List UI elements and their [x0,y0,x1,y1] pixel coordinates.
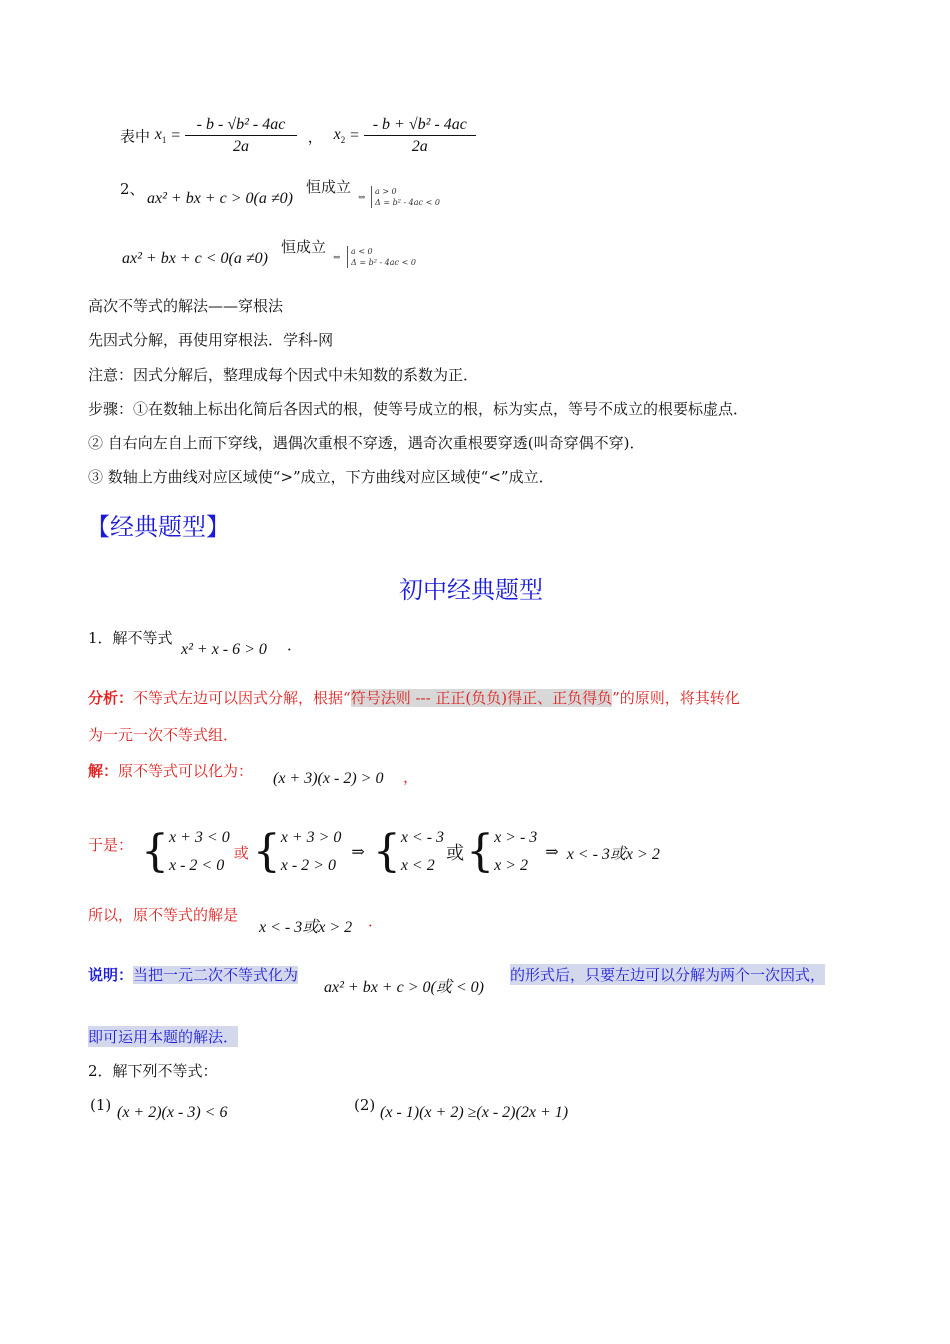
x1-denominator: 2a [233,138,249,155]
equiv-icon: ⇔ [358,193,366,203]
x2-denominator: 2a [411,138,428,155]
x2-fraction [364,116,476,156]
solution-text: 原不等式可以化为： [118,762,254,780]
problem2-part1-number: (1) [90,1096,112,1114]
system-4 [494,824,537,880]
condition-system-2 [347,246,416,268]
system-label: 于是： [88,836,134,854]
x2-symbol: $x_2$ [333,126,346,146]
system-4b: x > 2 [494,857,528,874]
problem2-part1-expression: (x + 2)(x - 3) < 6 [117,1104,228,1121]
note-line-1 [88,964,298,985]
brace-icon: { [141,826,169,877]
solution-intro [88,760,253,781]
note-text-b: 的形式后，只要左边可以分解为两个一次因式， [510,966,826,984]
condition-inequality-2: ax² + bx + c < 0(a ≠0) [122,250,268,267]
analysis-text-b: ”的原则，将其转化 [612,689,740,707]
equals-sign: = [171,127,181,144]
analysis-highlight: 符号法则 --- 正正(负负)得正、正负得负 [350,689,613,707]
method-line-6: ③ 数轴上方曲线对应区域使“>”成立，下方曲线对应区域使“<”成立． [88,468,554,486]
analysis-text-a: 不等式左边可以因式分解，根据“ [133,689,351,707]
problem2-part2-number: (2) [354,1096,376,1114]
solution-expression: (x + 3)(x - 2) > 0 [273,770,384,787]
solution-label: 解： [88,762,119,780]
problem2-part2-expression: (x - 1)(x + 2) ≥(x - 2)(2x + 1) [380,1104,569,1121]
condition-2a: a < 0 [351,247,373,256]
or-word-2: 或 [446,843,465,864]
conclusion-text: 所以，原不等式的解是 [88,906,239,924]
note-label: 说明： [88,966,134,984]
note-expression: ax² + bx + c > 0(或 < 0) [324,979,484,996]
conclusion-end: ． [368,912,384,930]
analysis-line-1 [88,687,740,708]
system-1a: x + 3 < 0 [169,829,230,846]
section-heading: 【经典题型】 [86,513,230,541]
roots-label: 表中 [120,127,151,146]
system-2a: x + 3 > 0 [280,829,342,846]
condition-index: 2、 [120,180,145,198]
condition-label-1: 恒成立 [306,178,352,196]
roots-line [120,116,476,166]
problem1-end: ． [287,636,303,654]
system-3a: x < - 3 [400,829,445,846]
problem2-label: 2．解下列不等式： [88,1062,218,1080]
method-line-2: 先因式分解，再使用穿根法．学科-网 [88,331,334,349]
x1-numerator: - b - √b² - 4ac [185,116,297,136]
x1-symbol: $x_1$ [154,126,167,146]
analysis-line-2: 为一元一次不等式组． [88,726,239,744]
condition-label-2: 恒成立 [281,238,327,256]
method-line-1: 高次不等式的解法——穿根法 [88,297,284,315]
system-2 [281,824,342,880]
system-result: x < - 3或x > 2 [566,845,660,863]
system-2b: x - 2 > 0 [280,857,336,874]
brace-icon: { [466,826,495,877]
system-3 [401,824,444,880]
or-word-1: 或 [233,843,249,862]
method-line-4: 步骤：①在数轴上标出化简后各因式的根，使等号成立的根，标为实点，等号不成立的根要标虚点． [88,400,749,418]
note-text-a: 当把一元二次不等式化为 [133,966,299,984]
method-line-3: 注意：因式分解后，整理成每个因式中未知数的系数为正． [88,366,479,384]
problem1-expression: x² + x - 6 > 0 [181,641,267,658]
roots-separator: ， [307,127,323,146]
brace-icon: { [252,826,281,877]
brace-icon: { [372,826,401,877]
condition-1b: Δ = b² - 4ac < 0 [375,198,440,207]
x2-numerator: - b + √b² - 4ac [364,116,476,136]
equiv-icon-2: ⇔ [333,253,341,263]
subsection-title: 初中经典题型 [399,576,543,604]
x1-fraction [185,116,297,156]
condition-inequality-1: ax² + bx + c > 0(a ≠0) [147,190,293,207]
condition-system-1 [371,186,440,208]
implies-icon: ⇒ [351,844,365,861]
analysis-label: 分析： [88,689,134,707]
method-line-5: ② 自右向左自上而下穿线，遇偶次重根不穿透，遇奇次重根要穿透(叫奇穿偶不穿)． [88,434,645,452]
problem1-label: 1．解不等式 [88,629,173,647]
condition-2b: Δ = b² - 4ac < 0 [351,258,416,267]
equals-sign-2: = [349,127,359,144]
implies-icon: ⇒ [545,844,559,861]
condition-1a: a > 0 [375,187,397,196]
solution-end: ， [403,768,419,786]
system-1 [169,824,230,880]
note-line-2: 即可运用本题的解法． [88,1028,239,1046]
conclusion-expression: x < - 3或x > 2 [259,919,353,936]
system-1b: x - 2 < 0 [169,857,225,874]
system-3b: x < 2 [400,857,435,874]
system-4a: x > - 3 [494,829,538,846]
system-row [141,822,660,882]
